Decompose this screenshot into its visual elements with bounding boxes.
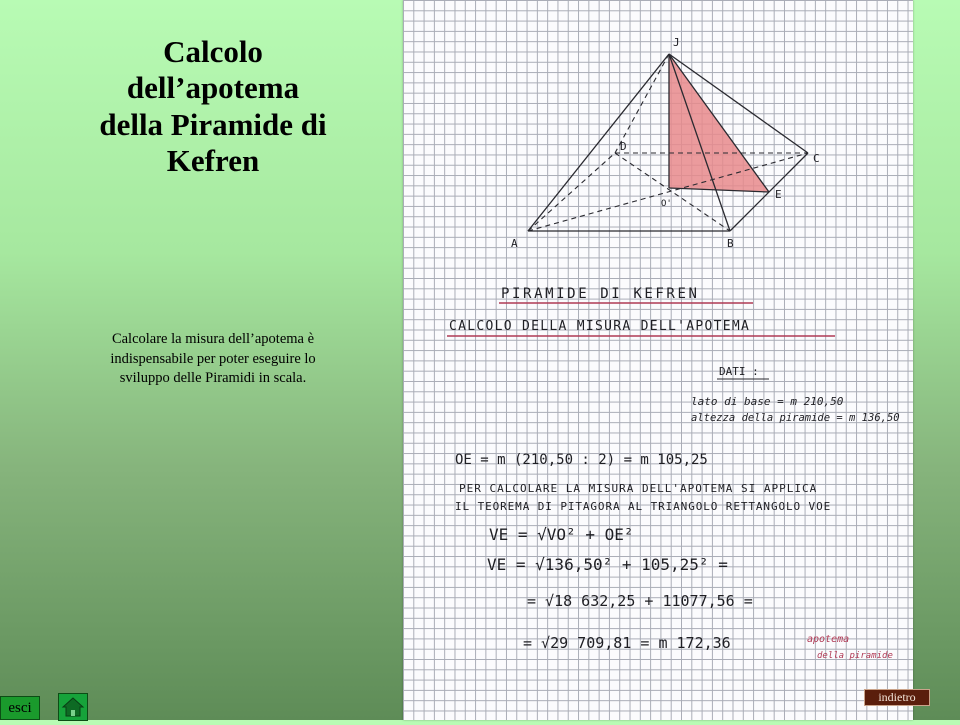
vertex-label: E [775, 188, 782, 201]
calc-text: PER CALCOLARE LA MISURA DELL'APOTEMA SI APPLICA [459, 482, 818, 495]
title-line: dell’apotema [126, 70, 300, 106]
home-button[interactable] [58, 693, 88, 721]
calc-text: IL TEOREMA DI PITAGORA AL TRIANGOLO RETTANGOLO VOE [455, 500, 832, 513]
notebook-image [403, 0, 913, 720]
title-line: della Piramide di [99, 106, 327, 142]
back-button[interactable]: indietro [864, 689, 930, 706]
vertex-label: A [511, 237, 518, 250]
exit-button[interactable]: esci [0, 696, 40, 720]
apothem-note: apotema [807, 634, 850, 645]
notebook-heading: CALCOLO DELLA MISURA DELL'APOTEMA [449, 319, 751, 334]
calc-line: OE = m (210,50 : 2) = m 105,25 [455, 452, 708, 468]
vertex-label: O' [661, 199, 672, 209]
notebook-heading: PIRAMIDE DI KEFREN [501, 286, 700, 302]
description-line: indispensabile per poter eseguire lo [110, 350, 316, 367]
page-title [60, 34, 366, 179]
apothem-note: della piramide [817, 651, 893, 661]
title-line: Kefren [166, 142, 260, 178]
description-text [60, 330, 366, 389]
title-line: Calcolo [163, 34, 263, 69]
vertex-label: B [727, 237, 734, 250]
description-line: Calcolare la misura dell’apotema è [111, 331, 315, 347]
vertex-label: J [673, 36, 680, 49]
formula-line: VE = √136,50² + 105,25² = [487, 555, 728, 574]
formula-line: = √29 709,81 = m 172,36 [523, 634, 731, 652]
vertex-label: D [620, 140, 627, 153]
formula-line: VE = √VO² + OE² [489, 525, 634, 544]
home-icon [59, 694, 87, 720]
notebook-drawing [403, 0, 913, 720]
given-value: altezza della piramide = m 136,50 [691, 412, 900, 424]
description-line: sviluppo delle Piramidi in scala. [119, 370, 307, 387]
dati-label: DATI : [719, 365, 759, 378]
vertex-label: C [813, 152, 820, 165]
formula-line: = √18 632,25 + 11077,56 = [527, 592, 753, 610]
given-value: lato di base = m 210,50 [691, 395, 844, 408]
